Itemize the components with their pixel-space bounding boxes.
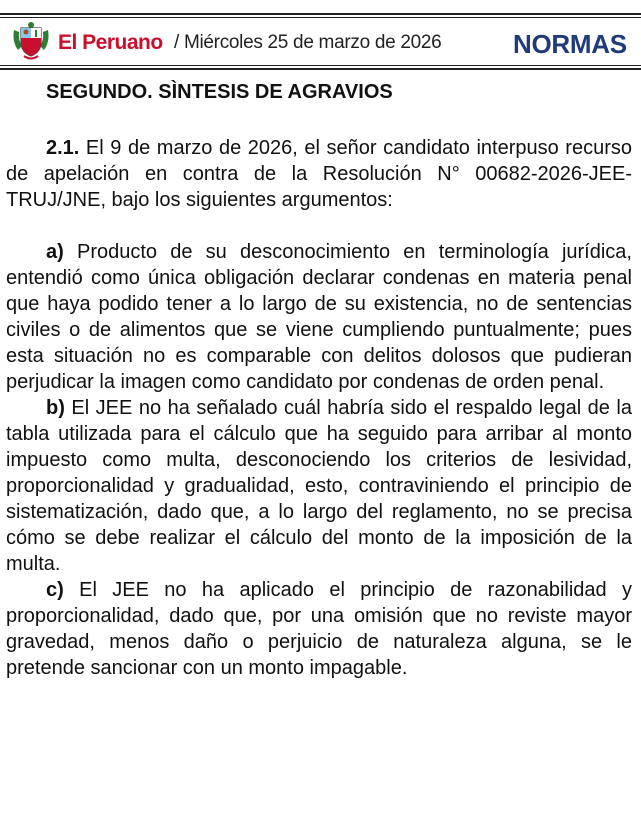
argument-c-label: c) [46, 579, 64, 601]
argument-a [6, 239, 632, 395]
top-rule-thin [0, 17, 641, 18]
argument-a-label: a) [46, 241, 64, 263]
document-body [6, 76, 632, 681]
argument-c [6, 577, 632, 681]
argument-b-label: b) [46, 397, 65, 419]
argument-c-text: El JEE no ha aplicado el principio de razonabilidad y proporcionalidad, dado que, por una omisión que no reviste mayor gravedad, menos daño o perjuicio de naturaleza alguna, se le pretende sancionar con un monto impagable. [6, 579, 632, 679]
intro-text: El 9 de marzo de 2026, el señor candidato interpuso recurso de apelación en contra de la Resolución N° 00682-2026-JEE-TRUJ/JNE, bajo los siguientes argumentos: [6, 137, 632, 211]
intro-number: 2.1. [46, 137, 80, 159]
issue-dateline: / Miércoles 25 de marzo de 2026 [174, 32, 442, 53]
section-heading: SEGUNDO. SÌNTESIS DE AGRAVIOS [46, 81, 393, 103]
coat-of-arms-icon [10, 20, 52, 62]
intro-paragraph [6, 135, 632, 213]
top-rule [0, 13, 641, 15]
bottom-rule-thin [0, 65, 641, 66]
argument-a-text: Producto de su desconocimiento en terminología jurídica, entendió como única obligación declarar condenas en materia penal que haya podido tener a lo largo de su existencia, no de sentencias civiles o de alimentos que se viene cumpliendo puntualmente; pues esta situación no es comparable con delitos dolosos que pudieran perjudicar la imagen como candidato por condenas de orden penal. [6, 241, 632, 393]
argument-b-text: El JEE no ha señalado cuál habría sido el respaldo legal de la tabla utilizada para el cálculo que ha seguido para arribar al monto impuesto como multa, desconociendo los criterios de lesividad, proporcionalidad y gradualidad, esto, contraviniendo el principio de sistematización, dado que, a lo largo del reglamento, no se precisa cómo se debe realizar el cálculo del monto de la imposición de la multa. [6, 397, 632, 575]
argument-b [6, 395, 632, 577]
bottom-rule [0, 68, 641, 70]
masthead [0, 0, 641, 76]
newspaper-brand: El Peruano [58, 31, 163, 54]
section-name: NORMAS [513, 29, 627, 59]
